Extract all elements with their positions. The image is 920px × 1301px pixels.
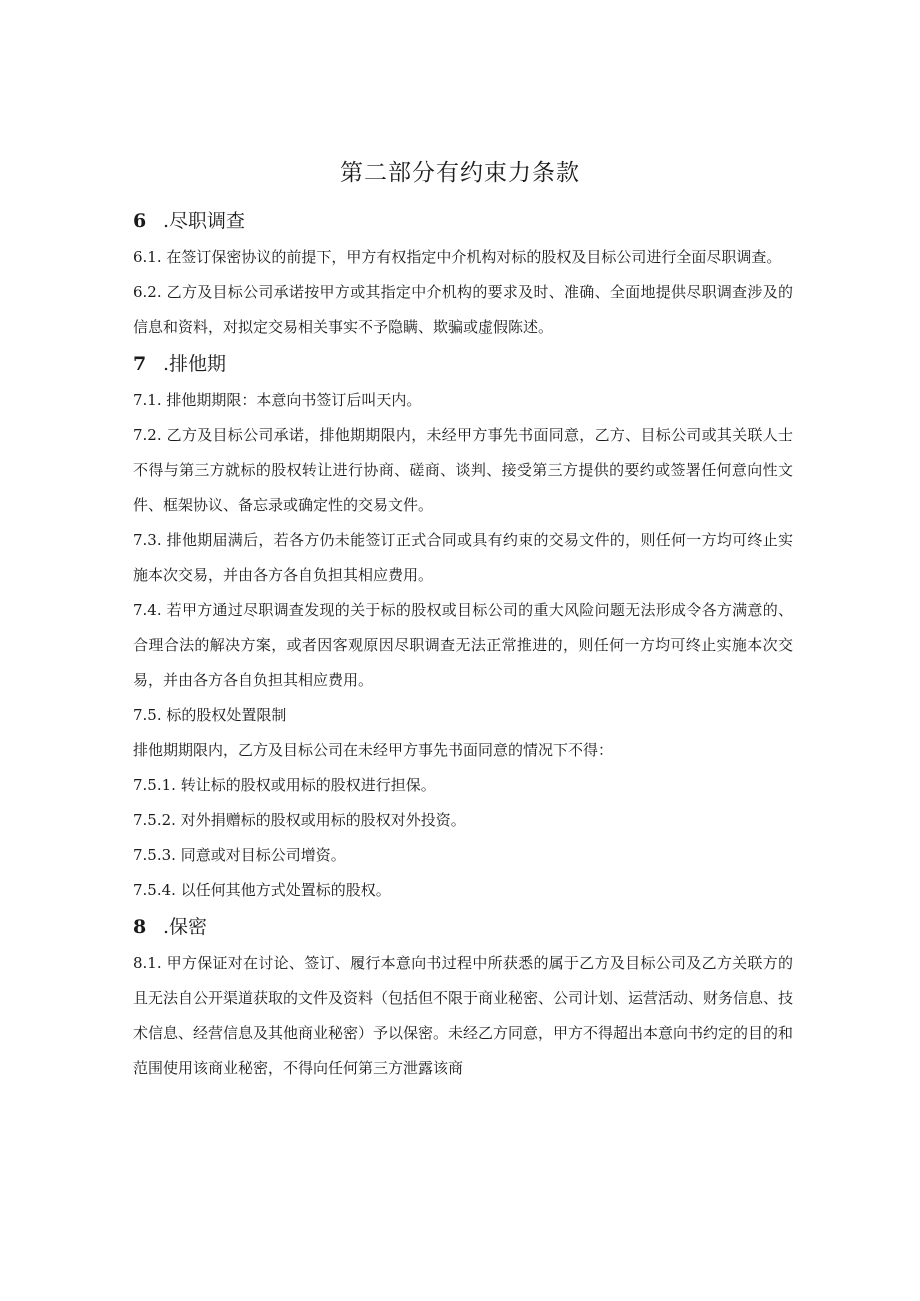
clause-7-5-3: 7.5.3. 同意或对目标公司增资。 (133, 846, 346, 864)
clause-7-5: 7.5. 标的股权处置限制 (133, 706, 287, 724)
section-heading-6 (133, 204, 793, 238)
section-number: 6 (133, 210, 147, 232)
section-title: .尽职调查 (163, 210, 246, 232)
clause-7-5-1: 7.5.1. 转让标的股权或用标的股权进行担保。 (133, 776, 436, 794)
clause-7-5-intro: 排他期期限内，乙方及目标公司在未经甲方事先书面同意的情况下不得： (133, 741, 614, 759)
clause-7-5-2: 7.5.2. 对外捐赠标的股权或用标的股权对外投资。 (133, 811, 466, 829)
section-number: 7 (133, 353, 147, 375)
clause-6-2: 6.2. 乙方及目标公司承诺按甲方或其指定中介机构的要求及时、准确、全面地提供尽职调查涉及的信息和资料，对拟定交易相关事实不予隐瞒、欺骗或虚假陈述。 (133, 283, 793, 336)
section-number: 8 (133, 916, 147, 938)
section-title: .保密 (163, 916, 208, 938)
clause-7-5-4: 7.5.4. 以任何其他方式处置标的股权。 (133, 881, 391, 899)
section-heading-7 (133, 347, 793, 381)
section-title: .排他期 (163, 353, 227, 375)
clause-6-1: 6.1. 在签订保密协议的前提下，甲方有权指定中介机构对标的股权及目标公司进行全面尽职调查。 (133, 248, 782, 266)
clause-8-1: 8.1. 甲方保证对在讨论、签订、履行本意向书过程中所获悉的属于乙方及目标公司及乙方关联方的且无法自公开渠道获取的文件及资料（包括但不限于商业秘密、公司计划、运营活动、财务信息、技术信息、经营信息及其他商业秘密）予以保密。未经乙方同意，甲方不得超出本意向书约定的目的和范围使用该商业秘密，不得向任何第三方泄露该商 (133, 954, 794, 1077)
document-title: 第二部分有约束力条款 (340, 160, 580, 186)
clause-7-2: 7.2. 乙方及目标公司承诺，排他期期限内，未经甲方事先书面同意，乙方、目标公司或其关联人士不得与第三方就标的股权转让进行协商、磋商、谈判、接受第三方提供的要约或签署任何意向性文件、框架协议、备忘录或确定性的交易文件。 (133, 426, 793, 514)
section-heading-8 (133, 910, 793, 944)
clause-7-3: 7.3. 排他期届满后，若各方仍未能签订正式合同或具有约束的交易文件的，则任何一方均可终止实施本次交易，并由各方各自负担其相应费用。 (133, 531, 793, 584)
document-body (133, 204, 793, 1086)
clause-7-4: 7.4. 若甲方通过尽职调查发现的关于标的股权或目标公司的重大风险问题无法形成令各方满意的、合理合法的解决方案，或者因客观原因尽职调查无法正常推进的，则任何一方均可终止实施本次交易，并由各方各自负担其相应费用。 (133, 601, 793, 689)
clause-7-1: 7.1. 排他期期限：本意向书签订后叫天内。 (133, 391, 422, 409)
